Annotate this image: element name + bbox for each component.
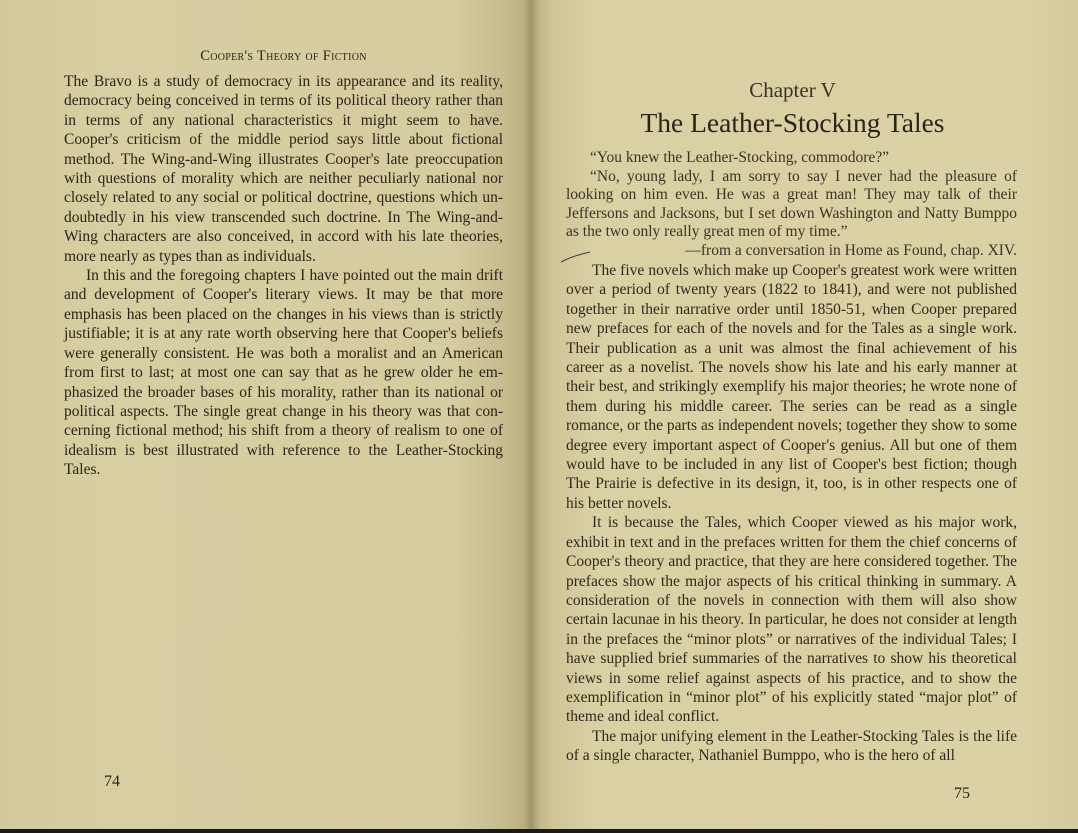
right-page-body [566,261,1017,766]
epigraph [566,149,1017,260]
scan-edge [0,829,1078,833]
page-number-left: 74 [104,773,120,790]
page-number-right: 75 [954,785,970,802]
paragraph: The five novels which make up Cooper's greatest work were written over a period of twenty years (1822 to 1841), and were not published together in their narrative order until 1850-51, when Cooper prepared new prefaces for each of the novels and for the Tales as a single work. Their publication as a unit was almost the final achievement of his career as a novelist. The novels show his late and his early manner at their best, and strikingly exemplify his major theories; he wrote none of them during his middle career. The series can be read as a single romance, or the parts as independent novels; together they show to some degree every important aspect of Cooper's genius. All but one of them would have to be included in any list of Cooper's best fiction; though The Prairie is defective in its design, it, too, is in other respects one of his better novels. [566,262,1017,512]
epigraph-source: —from a conversation in Home as Found, chap. XIV. [685,241,1017,259]
paragraph: In this and the foregoing chapters I have pointed out the main drift and development of Cooper's literary views. It may be that more emphasis has been placed on the changes in his views than is strictly justifiable; it is at any rate worth observing here that Cooper's beliefs were generally consistent. He was both a moralist and an American from first to last; at most one can say that as he grew older he emphasized the broader bases of his morality, rather than its national or political aspects. The single great change in his theory was that concerning fictional method; his shift from a theory of realism to one of idealism is best illustrated with reference to the Leather-Stocking Tales. [64,267,503,479]
epigraph-answer: “No, young lady, I am sorry to say I never had the pleasure of looking on him even. He was a great man! They may talk of their Jeffersons and Jacksons, but I set down Washington and Natty Bumppo as the two only really great men of my time.” [566,167,1017,240]
paragraph: The major unifying element in the Leather-Stocking Tales is the life of a single character, Nathaniel Bumppo, who is the hero of all [566,727,1017,765]
paragraph: It is because the Tales, which Cooper viewed as his major work, exhibit in text and in the prefaces written for them the chief concerns of Cooper's theory and practice, that they are here considered together. The prefaces show the major aspects of his critical thinking in summary. A consideration of the novels in connection with them will also show certain lacunae in his theory. In particular, he does not consider at length in the prefaces the “minor plots” or narratives of the individual Tales; I have supplied brief summaries of the narratives to show his theoretical views in some relief against aspects of his practice, and to show the exemplification in “minor plot” of his explicitly stated “major plot” of theme and ideal conflict. [566,514,1017,726]
epigraph-question: “You knew the Leather-Stocking, commodore?” [590,149,889,166]
left-page-body [64,72,503,480]
chapter-label: Chapter V [749,78,836,102]
running-head: Cooper's Theory of Fiction [200,48,367,64]
paragraph: The Bravo is a study of democracy in its appearance and its reality, democracy being conceived in terms of its political theory rather than in terms of any national characteristics it might seem to have. Cooper's criticism of the middle period says little about fictional method. The Wing-and-Wing illustrates Cooper's late preoccupation with questions of morality which are neither peculiarly national nor closely related to any social or political doctrine, questions which undoubtedly in his view transcended such doctrine. In The Wing-and-Wing characters are also conceived, in accord with his late theories, more nearly as types than as individuals. [64,73,503,265]
chapter-title: The Leather-Stocking Tales [640,107,945,138]
